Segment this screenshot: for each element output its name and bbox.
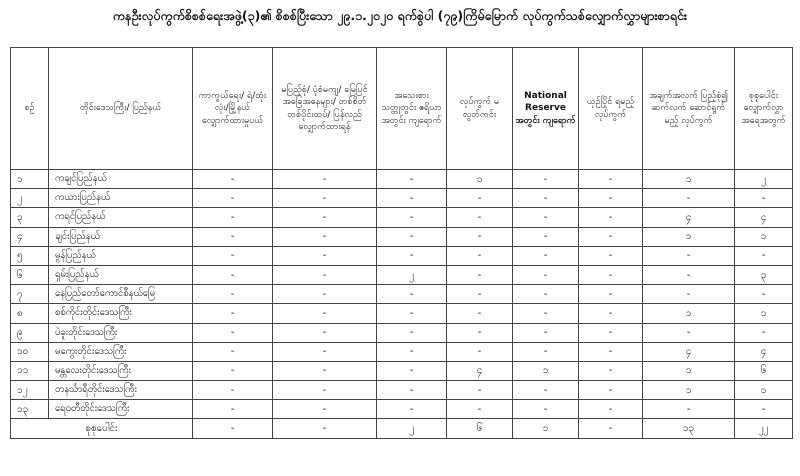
row-cell: - xyxy=(579,285,643,304)
row-cell: - xyxy=(447,227,513,246)
row-cell: - xyxy=(579,304,643,323)
row-serial: ၁၁ xyxy=(11,361,49,380)
table-row xyxy=(11,246,793,265)
row-cell: ၁ xyxy=(513,361,579,380)
row-cell: - xyxy=(447,323,513,342)
row-cell: - xyxy=(447,208,513,227)
row-cell: ၆ xyxy=(735,361,793,380)
header-incomplete: မပြည့်စုံ/ ပုံစံမကျ/ မြေပြင်အခြေအနေများ/ တစ်စိတ်တစ်ပိုင်းထပ်/ ပြန်လည် လျှောက်ထားရန် xyxy=(273,48,377,170)
row-region-name: မွန်ပြည်နယ် xyxy=(49,246,193,265)
row-cell: - xyxy=(735,400,793,419)
row-cell: - xyxy=(193,189,273,208)
row-cell: - xyxy=(273,189,377,208)
row-cell: - xyxy=(377,189,447,208)
row-region-name: ရေဝတီတိုင်းဒေသကြီး xyxy=(49,400,193,419)
row-region-name: ကချင်ပြည်နယ် xyxy=(49,170,193,189)
total-cell: ၆ xyxy=(447,419,513,438)
row-cell: - xyxy=(735,323,793,342)
row-serial: ၁၃ xyxy=(11,400,49,419)
header-competing: ယှဉ်ပြိုင် ရမည့် လုပ်ကွက် xyxy=(579,48,643,170)
row-cell: - xyxy=(447,189,513,208)
row-cell: - xyxy=(377,285,447,304)
row-cell: - xyxy=(273,265,377,284)
row-cell: - xyxy=(447,265,513,284)
row-serial: ၆ xyxy=(11,265,49,284)
row-region-name: ရှမ်းပြည်နယ် xyxy=(49,265,193,284)
row-cell: - xyxy=(193,361,273,380)
row-cell: ၃ xyxy=(735,265,793,284)
row-cell: - xyxy=(513,400,579,419)
row-cell: - xyxy=(193,227,273,246)
row-cell: - xyxy=(643,265,735,284)
row-cell: - xyxy=(377,361,447,380)
row-serial: ၇ xyxy=(11,285,49,304)
row-cell: - xyxy=(513,246,579,265)
row-cell: - xyxy=(377,246,447,265)
row-serial: ၁၀ xyxy=(11,342,49,361)
row-cell: - xyxy=(377,381,447,400)
row-region-name: ချင်းပြည်နယ် xyxy=(49,227,193,246)
table-row xyxy=(11,208,793,227)
row-cell: ၁ xyxy=(643,170,735,189)
row-region-name: မကွေးတိုင်းဒေသကြီး xyxy=(49,342,193,361)
row-cell: - xyxy=(513,170,579,189)
row-cell: ၁ xyxy=(735,381,793,400)
total-cell: ၂ xyxy=(377,419,447,438)
row-cell: - xyxy=(193,323,273,342)
row-serial: ၂ xyxy=(11,189,49,208)
table-header-row xyxy=(11,48,793,170)
header-small-scale-area: အသေးစား သတ္တုတွင်း ဧရိယာအတွင်း ကျရောက် xyxy=(377,48,447,170)
row-cell: - xyxy=(273,285,377,304)
row-cell: - xyxy=(579,400,643,419)
header-total-applications: စုစုပေါင်း လျှောက်လွှာ အရေအတွက် xyxy=(735,48,793,170)
row-cell: - xyxy=(273,381,377,400)
row-cell: - xyxy=(273,361,377,380)
row-cell: - xyxy=(513,342,579,361)
row-cell: ၁ xyxy=(447,170,513,189)
row-cell: - xyxy=(513,227,579,246)
row-cell: - xyxy=(579,265,643,284)
total-cell: ၁၃ xyxy=(643,419,735,438)
row-cell: - xyxy=(273,246,377,265)
row-cell: - xyxy=(735,189,793,208)
row-cell: - xyxy=(735,285,793,304)
row-cell: - xyxy=(513,304,579,323)
row-cell: - xyxy=(579,323,643,342)
table-row xyxy=(11,265,793,284)
row-cell: ၂ xyxy=(377,265,447,284)
row-cell: - xyxy=(273,304,377,323)
table-row xyxy=(11,227,793,246)
table-row xyxy=(11,400,793,419)
row-serial: ၅ xyxy=(11,246,49,265)
row-cell: ၁ xyxy=(643,227,735,246)
row-cell: - xyxy=(735,246,793,265)
row-cell: - xyxy=(513,265,579,284)
row-serial: ၁၂ xyxy=(11,381,49,400)
row-cell: - xyxy=(513,323,579,342)
row-region-name: တနင်္သာရီတိုင်းဒေသကြီး xyxy=(49,381,193,400)
row-cell: - xyxy=(643,246,735,265)
row-cell: - xyxy=(193,381,273,400)
row-cell: - xyxy=(579,208,643,227)
row-cell: - xyxy=(447,381,513,400)
row-cell: - xyxy=(579,361,643,380)
row-cell: - xyxy=(273,400,377,419)
header-proceeding: အချက်အလက် ပြည့်စုံ၍ ဆက်လက် ဆောင်ရွက်မည့် လုပ်ကွက် xyxy=(643,48,735,170)
row-cell: - xyxy=(643,285,735,304)
row-cell: - xyxy=(273,170,377,189)
row-cell: ၁ xyxy=(643,361,735,380)
row-cell: - xyxy=(513,189,579,208)
row-cell: - xyxy=(579,381,643,400)
total-cell: ၁ xyxy=(513,419,579,438)
row-cell: - xyxy=(643,323,735,342)
row-cell: - xyxy=(193,170,273,189)
row-cell: ၄ xyxy=(735,342,793,361)
row-cell: - xyxy=(447,400,513,419)
row-serial: ၄ xyxy=(11,227,49,246)
row-cell: - xyxy=(579,189,643,208)
document-title: ကနဦးလုပ်ကွက်စိစစ်ရေးအဖွဲ့(၃)၏ စိစစ်ပြီးသော ၂၉.၁.၂၀၂၀ ရက်စွဲပါ (၇၉)ကြိမ်မြောက် လုပ်ကွက်သစ်လျှောက်လွှာများစာရင်း xyxy=(112,8,688,23)
row-cell: ၁ xyxy=(643,304,735,323)
row-cell: - xyxy=(579,246,643,265)
row-cell: - xyxy=(377,227,447,246)
row-cell: - xyxy=(579,227,643,246)
row-cell: - xyxy=(193,246,273,265)
total-cell: ၂၂ xyxy=(735,419,793,438)
table-row xyxy=(11,361,793,380)
row-cell: - xyxy=(447,285,513,304)
table-row xyxy=(11,381,793,400)
header-region: တိုင်းဒေသကြီး/ ပြည်နယ် xyxy=(49,48,193,170)
total-row xyxy=(11,419,793,438)
header-national-reserve: National Reserve အတွင်း ကျရောက် xyxy=(513,48,579,170)
row-cell: - xyxy=(579,342,643,361)
table-row xyxy=(11,323,793,342)
row-cell: - xyxy=(193,265,273,284)
row-cell: - xyxy=(579,170,643,189)
row-serial: ၈ xyxy=(11,304,49,323)
row-serial: ၉ xyxy=(11,323,49,342)
header-rejected: ကာကွယ်ရေး/ ရဲ/ထုံးလုံး/မြို့နယ် လျှောက်ထားမှုပယ် xyxy=(193,48,273,170)
row-cell: - xyxy=(273,227,377,246)
row-cell: - xyxy=(193,285,273,304)
row-cell: - xyxy=(377,342,447,361)
table-row xyxy=(11,189,793,208)
row-cell: - xyxy=(273,208,377,227)
row-region-name: နေပြည်တော်ကောင်စီနယ်မြေ xyxy=(49,285,193,304)
row-cell: - xyxy=(193,208,273,227)
total-cell: - xyxy=(273,419,377,438)
row-cell: - xyxy=(193,400,273,419)
header-not-free: လုပ်ကွက် မလွတ်ကင်း xyxy=(447,48,513,170)
row-serial: ၃ xyxy=(11,208,49,227)
row-cell: - xyxy=(447,246,513,265)
row-serial: ၁ xyxy=(11,170,49,189)
row-cell: - xyxy=(643,189,735,208)
row-cell: ၁ xyxy=(735,304,793,323)
row-cell: - xyxy=(193,342,273,361)
row-cell: - xyxy=(377,400,447,419)
row-cell: - xyxy=(377,170,447,189)
total-cell: - xyxy=(579,419,643,438)
total-cell: - xyxy=(193,419,273,438)
row-region-name: မန္တလေးတိုင်းဒေသကြီး xyxy=(49,361,193,380)
row-cell: ၄ xyxy=(447,361,513,380)
row-cell: - xyxy=(447,342,513,361)
row-region-name: ပဲခူးတိုင်းဒေသကြီး xyxy=(49,323,193,342)
row-cell: - xyxy=(513,381,579,400)
row-cell: - xyxy=(643,400,735,419)
row-cell: ၁ xyxy=(643,381,735,400)
row-cell: - xyxy=(377,323,447,342)
row-region-name: ကရင်ပြည်နယ် xyxy=(49,208,193,227)
table-row xyxy=(11,342,793,361)
row-cell: - xyxy=(273,323,377,342)
row-cell: - xyxy=(377,208,447,227)
row-cell: - xyxy=(193,304,273,323)
table-row xyxy=(11,170,793,189)
applications-table xyxy=(10,47,793,439)
row-cell: - xyxy=(513,208,579,227)
row-cell: - xyxy=(377,304,447,323)
row-region-name: ကယားပြည်နယ် xyxy=(49,189,193,208)
row-cell: ၁ xyxy=(735,227,793,246)
row-cell: ၄ xyxy=(643,208,735,227)
table-row xyxy=(11,304,793,323)
row-cell: - xyxy=(447,304,513,323)
row-cell: ၄ xyxy=(643,342,735,361)
total-label: စုစုပေါင်း xyxy=(11,419,193,438)
row-cell: - xyxy=(513,285,579,304)
header-serial: စဉ် xyxy=(11,48,49,170)
row-cell: - xyxy=(273,342,377,361)
row-cell: ၂ xyxy=(735,170,793,189)
table-row xyxy=(11,285,793,304)
row-region-name: စစ်ကိုင်းတိုင်းဒေသကြီး xyxy=(49,304,193,323)
row-cell: ၄ xyxy=(735,208,793,227)
